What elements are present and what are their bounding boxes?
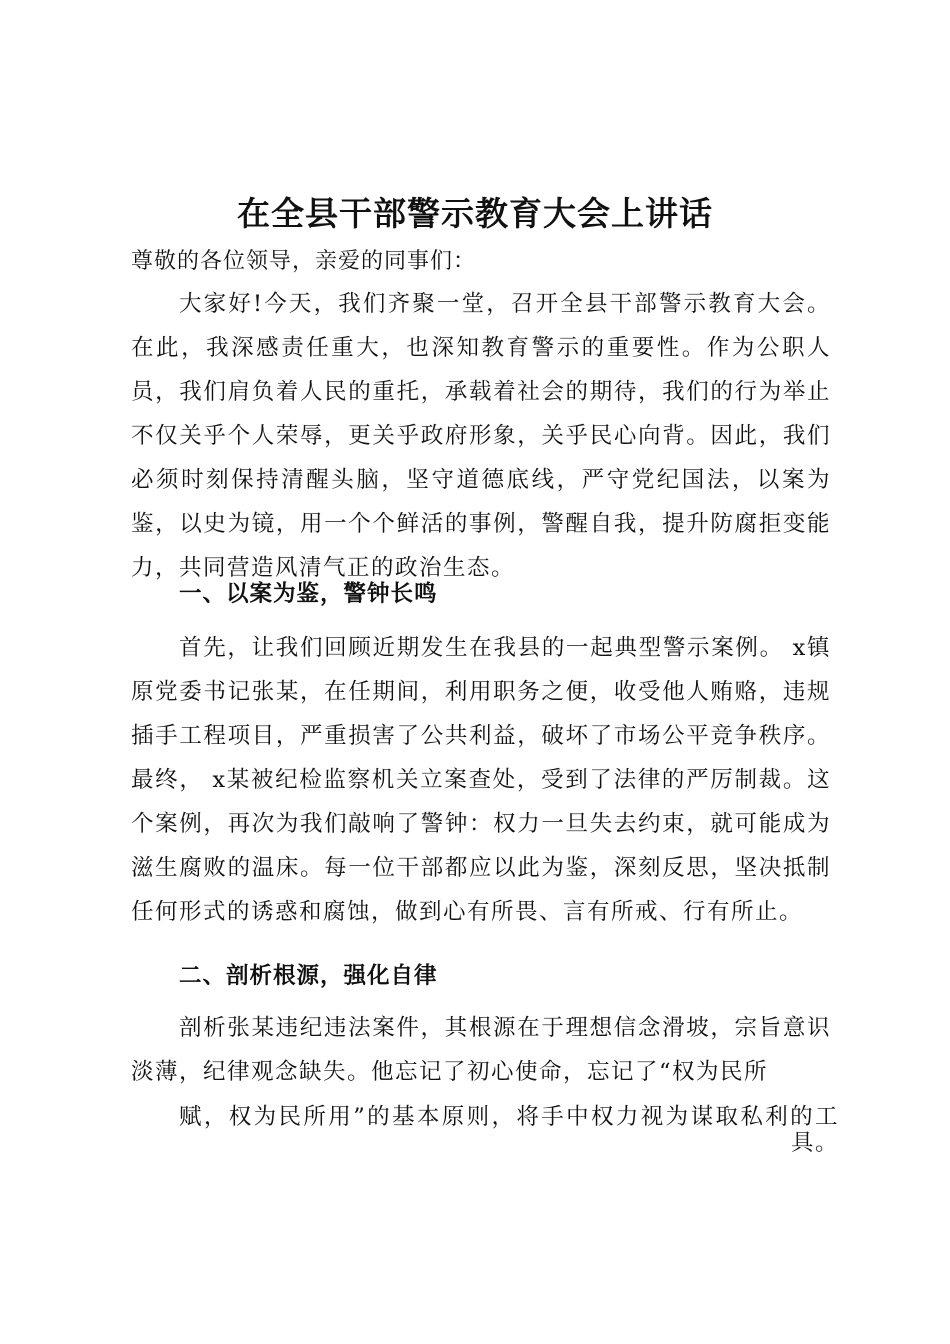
intro-paragraph: 大家好!今天，我们齐聚一堂，召开全县干部警示教育大会。在此，我深感责任重大，也深知教育警示的重要性。作为公职人员，我们肩负着人民的重托，承载着社会的期待，我们的行为举止不仅关乎个人荣辱，更关乎政府形象，关乎民心向背。因此，我们必须时刻保持清醒头脑，坚守道德底线，严守党纪国法，以案为鉴，以史为镜，用一个个鲜活的事例，警醒自我，提升防腐拒变能力，共同营造风清气正的政治生态。 [131,291,831,581]
document-title: 在全县干部警示教育大会上讲话 [237,194,713,233]
section-heading-2: 二、剖析根源，强化自律 [179,963,438,989]
salutation: 尊敬的各位领导，亲爱的同事们： [131,249,477,274]
section1-paragraph: 首先，让我们回顾近期发生在我县的一起典型警示案例。 x镇原党委书记张某，在任期间，利用职务之便，收受他人贿赂，违规插手工程项目，严重损害了公共利益，破坏了市场公平竞争秩序。最终， x某被纪检监察机关立案查处，受到了法律的严厉制裁。这个案例，再次为我们敲响了警钟：权力一旦失去约束，就可能成为滋生腐败的温床。每一位干部都应以此为鉴，深刻反思，坚决抵制任何形式的诱惑和腐蚀，做到心有所畏、言有所戒、行有所止。 [131,635,831,925]
section2-paragraph-tail: 赋，权为民所用”的基本原则，将手中权力视为谋取私利的工具。 [179,1104,839,1156]
section2-paragraph: 剖析张某违纪违法案件，其根源在于理想信念滑坡，宗旨意识淡薄，纪律观念缺失。他忘记了初心使命，忘记了“权为民所 [131,1015,831,1085]
section-heading-1: 一、以案为鉴，警钟长鸣 [179,581,438,607]
